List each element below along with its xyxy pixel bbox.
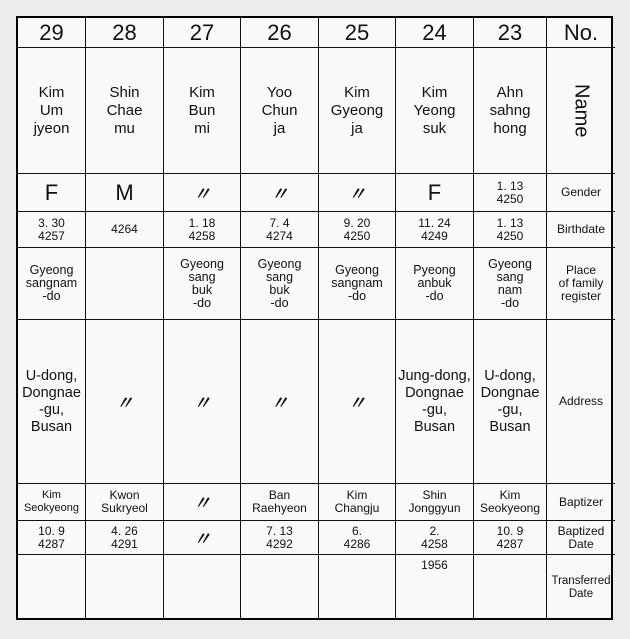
- membership-register-table: [16, 16, 613, 620]
- label-no: No.: [547, 18, 615, 48]
- entry-baptizer: Ban Raehyeon: [241, 484, 319, 521]
- entry-address-ditto: 〃: [86, 320, 164, 484]
- entry-number: 29: [18, 18, 86, 48]
- entry-birthdate: 4264: [86, 212, 164, 248]
- entry-gender-ditto: 〃: [241, 174, 319, 212]
- entry-number: 23: [474, 18, 547, 48]
- label-address: Address: [547, 320, 615, 484]
- entry-gender: F: [18, 174, 86, 212]
- entry-transferred-date: [164, 555, 241, 620]
- entry-baptized-date: 2. 4258: [396, 521, 474, 555]
- label-place: Place of family register: [547, 248, 615, 320]
- entry-name: Kim Bun mi: [164, 48, 241, 174]
- entry-address: U-dong, Dongnae -gu, Busan: [474, 320, 547, 484]
- entry-baptized-date: 4. 26 4291: [86, 521, 164, 555]
- entry-birthdate: 1. 18 4258: [164, 212, 241, 248]
- entry-number: 24: [396, 18, 474, 48]
- label-name-cell: [547, 48, 615, 174]
- entry-place: Gyeong sang buk -do: [164, 248, 241, 320]
- entry-number: 25: [319, 18, 396, 48]
- entry-birthdate: 3. 30 4257: [18, 212, 86, 248]
- entry-gender: 1. 13 4250: [474, 174, 547, 212]
- entry-baptizer: Shin Jonggyun: [396, 484, 474, 521]
- entry-number: 28: [86, 18, 164, 48]
- entry-baptizer: Kim Seokyeong: [18, 484, 86, 521]
- entry-address-ditto: 〃: [241, 320, 319, 484]
- entry-transferred-date: [18, 555, 86, 620]
- entry-baptizer: Kim Seokyeong: [474, 484, 547, 521]
- entry-gender-ditto: 〃: [164, 174, 241, 212]
- entry-place: [86, 248, 164, 320]
- entry-birthdate: 11. 24 4249: [396, 212, 474, 248]
- entry-name: Kim Gyeong ja: [319, 48, 396, 174]
- entry-place: Gyeong sangnam -do: [319, 248, 396, 320]
- entry-gender: M: [86, 174, 164, 212]
- label-transferred-date: Transferred Date: [551, 574, 611, 600]
- entry-gender: F: [396, 174, 474, 212]
- entry-birthdate: 7. 4 4274: [241, 212, 319, 248]
- entry-baptizer: Kwon Sukryeol: [86, 484, 164, 521]
- label-name: Name: [570, 83, 593, 138]
- entry-address-ditto: 〃: [319, 320, 396, 484]
- entry-name: Ahn sahng hong: [474, 48, 547, 174]
- entry-name: Kim Um jyeon: [18, 48, 86, 174]
- entry-baptized-date: 10. 9 4287: [18, 521, 86, 555]
- entry-address: U-dong, Dongnae -gu, Busan: [18, 320, 86, 484]
- label-baptizer: Baptizer: [547, 484, 615, 521]
- entry-transferred-date: [319, 555, 396, 620]
- entry-birthdate: 1. 13 4250: [474, 212, 547, 248]
- entry-baptized-date: 10. 9 4287: [474, 521, 547, 555]
- entry-transferred-date: [86, 555, 164, 620]
- entry-birthdate: 9. 20 4250: [319, 212, 396, 248]
- entry-transferred-date: [474, 555, 547, 620]
- label-baptized-date: Baptized Date: [547, 521, 615, 555]
- entry-name: Shin Chae mu: [86, 48, 164, 174]
- label-gender: Gender: [547, 174, 615, 212]
- entry-baptized-date-ditto: 〃: [164, 521, 241, 555]
- entry-address-ditto: 〃: [164, 320, 241, 484]
- entry-baptized-date: 7. 13 4292: [241, 521, 319, 555]
- entry-address: Jung-dong, Dongnae -gu, Busan: [396, 320, 474, 484]
- entry-place: Gyeong sang buk -do: [241, 248, 319, 320]
- entry-baptizer: Kim Changju: [319, 484, 396, 521]
- label-birthdate: Birthdate: [547, 212, 615, 248]
- entry-baptized-date: 6. 4286: [319, 521, 396, 555]
- entry-name: Kim Yeong suk: [396, 48, 474, 174]
- entry-place: Pyeong anbuk -do: [396, 248, 474, 320]
- entry-number: 27: [164, 18, 241, 48]
- entry-place: Gyeong sangnam -do: [18, 248, 86, 320]
- entry-number: 26: [241, 18, 319, 48]
- entry-place: Gyeong sang nam -do: [474, 248, 547, 320]
- entry-name: Yoo Chun ja: [241, 48, 319, 174]
- entry-baptizer-ditto: 〃: [164, 484, 241, 521]
- entry-transferred-date: 1956: [396, 555, 474, 620]
- entry-transferred-date: [241, 555, 319, 620]
- entry-gender-ditto: 〃: [319, 174, 396, 212]
